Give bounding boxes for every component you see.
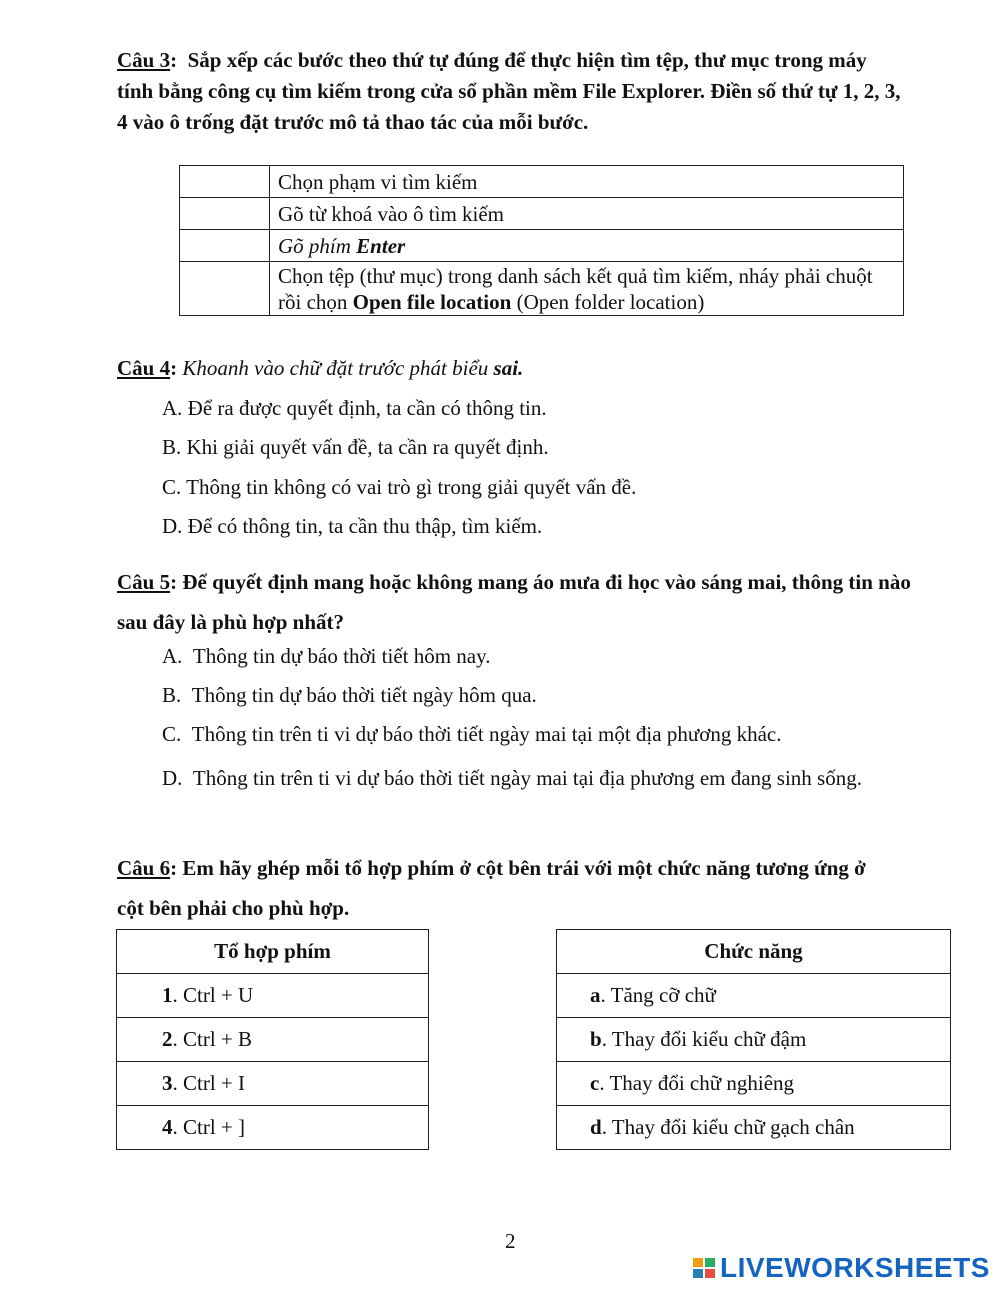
key-combo-header: Tổ hợp phím bbox=[117, 930, 429, 974]
q5-prompt: Câu 5: Để quyết định mang hoặc không mang áo mưa đi học vào sáng mai, thông tin nào sau đây là phù hợp nhất? bbox=[117, 570, 911, 634]
q4-text: Khoanh vào chữ đặt trước phát biểu bbox=[182, 356, 494, 380]
q3-table bbox=[179, 165, 904, 316]
q3-prompt: Câu 3: Sắp xếp các bước theo thứ tự đúng để thực hiện tìm tệp, thư mục trong máy tính bằng công cụ tìm kiếm trong cửa sổ phần mềm File Explorer. Điền số thứ tự 1, 2, 3, 4 vào ô trống đặt trước mô tả thao tác của mỗi bước. bbox=[117, 48, 901, 134]
q5-text: Để quyết định mang hoặc không mang áo mưa đi học vào sáng mai, thông tin nào sau đây là phù hợp nhất? bbox=[117, 570, 911, 634]
q5-option-b[interactable]: B. Thông tin dự báo thời tiết ngày hôm qua. bbox=[162, 683, 537, 707]
q3-step-4: Chọn tệp (thư mục) trong danh sách kết quả tìm kiếm, nháy phải chuột rồi chọn Open file location (Open folder location) bbox=[270, 262, 904, 316]
q6-prompt: Câu 6: Em hãy ghép mỗi tổ hợp phím ở cột bên trái với một chức năng tương ứng ở cột bên phải cho phù hợp. bbox=[117, 856, 866, 920]
q3-text: Sắp xếp các bước theo thứ tự đúng để thực hiện tìm tệp, thư mục trong máy tính bằng công cụ tìm kiếm trong cửa sổ phần mềm File Explorer. Điền số thứ tự 1, 2, 3, 4 vào ô trống đặt trước mô tả thao tác của mỗi bước. bbox=[117, 48, 901, 134]
function-c[interactable]: c. Thay đổi chữ nghiêng bbox=[557, 1062, 951, 1106]
function-table bbox=[556, 929, 951, 1150]
key-combo-2[interactable]: 2. Ctrl + B bbox=[117, 1018, 429, 1062]
q3-step-1: Chọn phạm vi tìm kiếm bbox=[270, 166, 904, 198]
page-number: 2 bbox=[505, 1229, 516, 1253]
q3-label: Câu 3 bbox=[117, 48, 171, 72]
q4-option-a[interactable]: A. Để ra được quyết định, ta cần có thông tin. bbox=[162, 396, 547, 420]
function-b[interactable]: b. Thay đổi kiểu chữ đậm bbox=[557, 1018, 951, 1062]
q4-option-b[interactable]: B. Khi giải quyết vấn đề, ta cần ra quyết định. bbox=[162, 435, 549, 459]
q4-option-d[interactable]: D. Để có thông tin, ta cần thu thập, tìm kiếm. bbox=[162, 514, 543, 538]
q3-step-3: Gõ phím Enter bbox=[270, 230, 904, 262]
q4-emphasis: sai. bbox=[493, 356, 524, 380]
q6-text: Em hãy ghép mỗi tổ hợp phím ở cột bên trái với một chức năng tương ứng ở cột bên phải cho phù hợp. bbox=[117, 856, 866, 920]
liveworksheets-badge-icon bbox=[692, 1256, 718, 1280]
function-header: Chức năng bbox=[557, 930, 951, 974]
liveworksheets-logo bbox=[692, 1252, 990, 1284]
q5-option-d[interactable]: D. Thông tin trên ti vi dự báo thời tiết ngày mai tại địa phương em đang sinh sống. bbox=[162, 766, 862, 790]
q5-label: Câu 5 bbox=[117, 570, 171, 594]
q4-prompt: Câu 4: Khoanh vào chữ đặt trước phát biểu sai. bbox=[117, 356, 524, 380]
q5-option-c[interactable]: C. Thông tin trên ti vi dự báo thời tiết ngày mai tại một địa phương khác. bbox=[162, 722, 782, 746]
q4-option-c[interactable]: C. Thông tin không có vai trò gì trong giải quyết vấn đề. bbox=[162, 475, 637, 499]
q3-answer-cell-1[interactable] bbox=[180, 166, 270, 198]
key-combo-3[interactable]: 3. Ctrl + I bbox=[117, 1062, 429, 1106]
function-a[interactable]: a. Tăng cỡ chữ bbox=[557, 974, 951, 1018]
brand-text: LIVEWORKSHEETS bbox=[720, 1252, 990, 1283]
q3-answer-cell-4[interactable] bbox=[180, 262, 270, 316]
q3-step-2: Gõ từ khoá vào ô tìm kiếm bbox=[270, 198, 904, 230]
key-combo-table bbox=[116, 929, 429, 1150]
key-combo-1[interactable]: 1. Ctrl + U bbox=[117, 974, 429, 1018]
q4-label: Câu 4 bbox=[117, 356, 171, 380]
q3-answer-cell-2[interactable] bbox=[180, 198, 270, 230]
function-d[interactable]: d. Thay đổi kiểu chữ gạch chân bbox=[557, 1106, 951, 1150]
q5-option-a[interactable]: A. Thông tin dự báo thời tiết hôm nay. bbox=[162, 644, 491, 668]
q3-answer-cell-3[interactable] bbox=[180, 230, 270, 262]
key-combo-4[interactable]: 4. Ctrl + ] bbox=[117, 1106, 429, 1150]
q6-label: Câu 6 bbox=[117, 856, 171, 880]
